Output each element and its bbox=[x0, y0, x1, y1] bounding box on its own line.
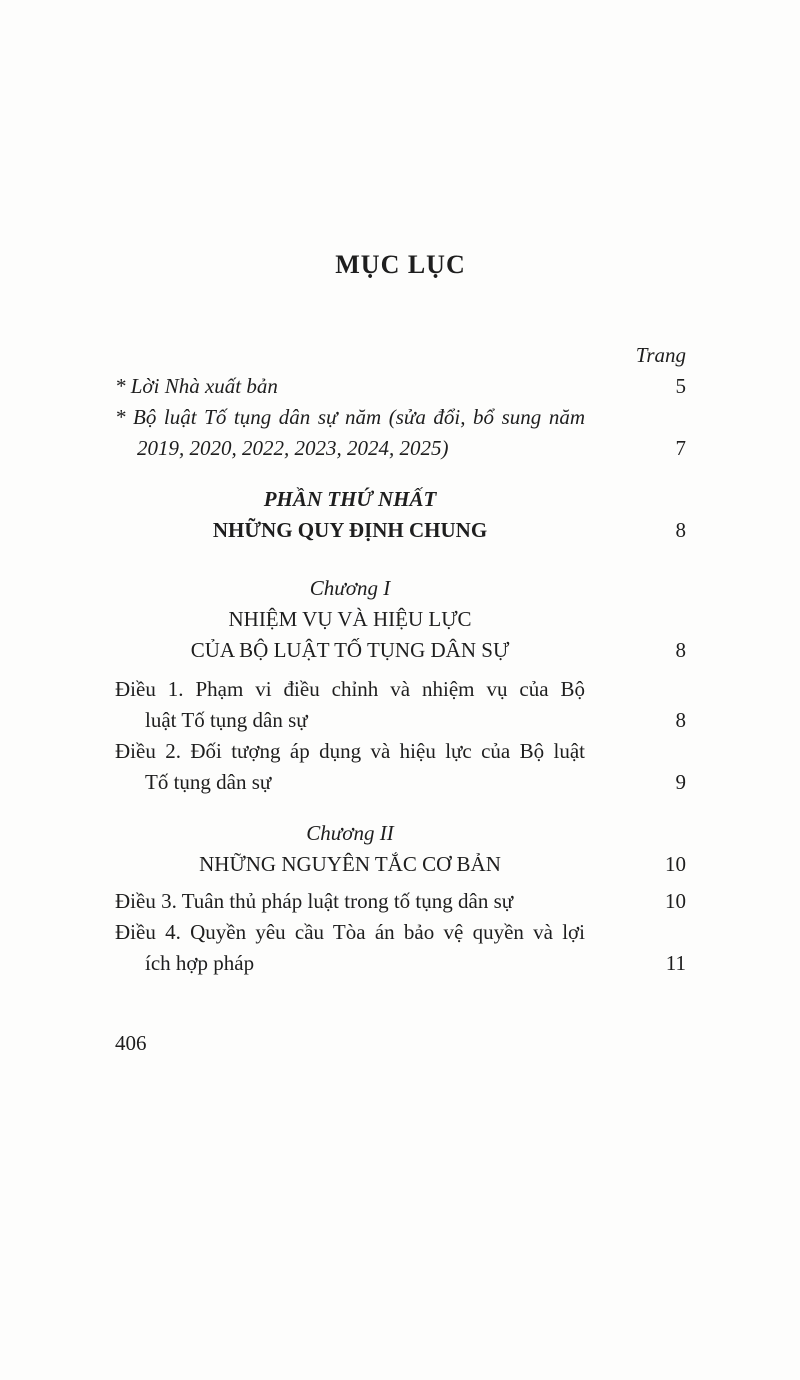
page-number: 10 bbox=[665, 852, 686, 876]
entry-line-continuation: 2019, 2020, 2022, 2023, 2024, 2025) bbox=[137, 436, 449, 460]
page-column-header: Trang bbox=[635, 343, 686, 367]
page-number: 8 bbox=[675, 638, 686, 662]
chapter-1-heading bbox=[115, 573, 686, 666]
entry-line: Điều 2. Đối tượng áp dụng và hiệu lực của Bộ luật bbox=[115, 739, 585, 763]
entry-line: * Bộ luật Tố tụng dân sự năm (sửa đổi, bổ sung năm bbox=[115, 405, 585, 429]
page-number: 8 bbox=[675, 518, 686, 542]
page-number: 5 bbox=[675, 374, 686, 398]
toc-entry-publisher-foreword bbox=[115, 371, 686, 402]
page-number: 10 bbox=[665, 889, 686, 913]
toc-entry-article-3 bbox=[115, 886, 686, 917]
entry-line-continuation: ích hợp pháp bbox=[145, 951, 255, 975]
page-number: 11 bbox=[665, 951, 686, 975]
scanned-book-page bbox=[0, 249, 800, 1380]
entry-line-continuation: luật Tố tụng dân sự bbox=[145, 708, 308, 732]
page-number: 9 bbox=[675, 770, 686, 794]
chapter-label: Chương II bbox=[306, 821, 394, 845]
toc-entry-code-title bbox=[115, 402, 686, 464]
toc-entry-article-1 bbox=[115, 674, 686, 736]
toc-page-content bbox=[115, 249, 686, 1059]
toc-entry-article-2 bbox=[115, 736, 686, 798]
folio-number: 406 bbox=[115, 1031, 147, 1055]
part-title: NHỮNG QUY ĐỊNH CHUNG bbox=[212, 518, 488, 542]
entry-line: * Lời Nhà xuất bản bbox=[115, 374, 278, 398]
entry-line: Điều 4. Quyền yêu cầu Tòa án bảo vệ quyền và lợi bbox=[115, 920, 585, 944]
chapter-label: Chương I bbox=[309, 576, 391, 600]
page-title: MỤC LỤC bbox=[335, 250, 466, 279]
toc-entry-article-4 bbox=[115, 917, 686, 979]
chapter-title-line: NHỮNG NGUYÊN TẮC CƠ BẢN bbox=[199, 852, 501, 876]
chapter-2-heading bbox=[115, 818, 686, 880]
part-heading bbox=[115, 484, 686, 546]
page-number: 8 bbox=[675, 708, 686, 732]
chapter-title-line: CỦA BỘ LUẬT TỐ TỤNG DÂN SỰ bbox=[190, 638, 510, 662]
entry-line: Điều 3. Tuân thủ pháp luật trong tố tụng dân sự bbox=[115, 889, 514, 913]
chapter-title-line: NHIỆM VỤ VÀ HIỆU LỰC bbox=[228, 607, 472, 631]
entry-line-continuation: Tố tụng dân sự bbox=[145, 770, 272, 794]
entry-line: Điều 1. Phạm vi điều chỉnh và nhiệm vụ của Bộ bbox=[115, 677, 585, 701]
part-name: PHẦN THỨ NHẤT bbox=[263, 487, 437, 511]
page-number: 7 bbox=[675, 436, 686, 460]
